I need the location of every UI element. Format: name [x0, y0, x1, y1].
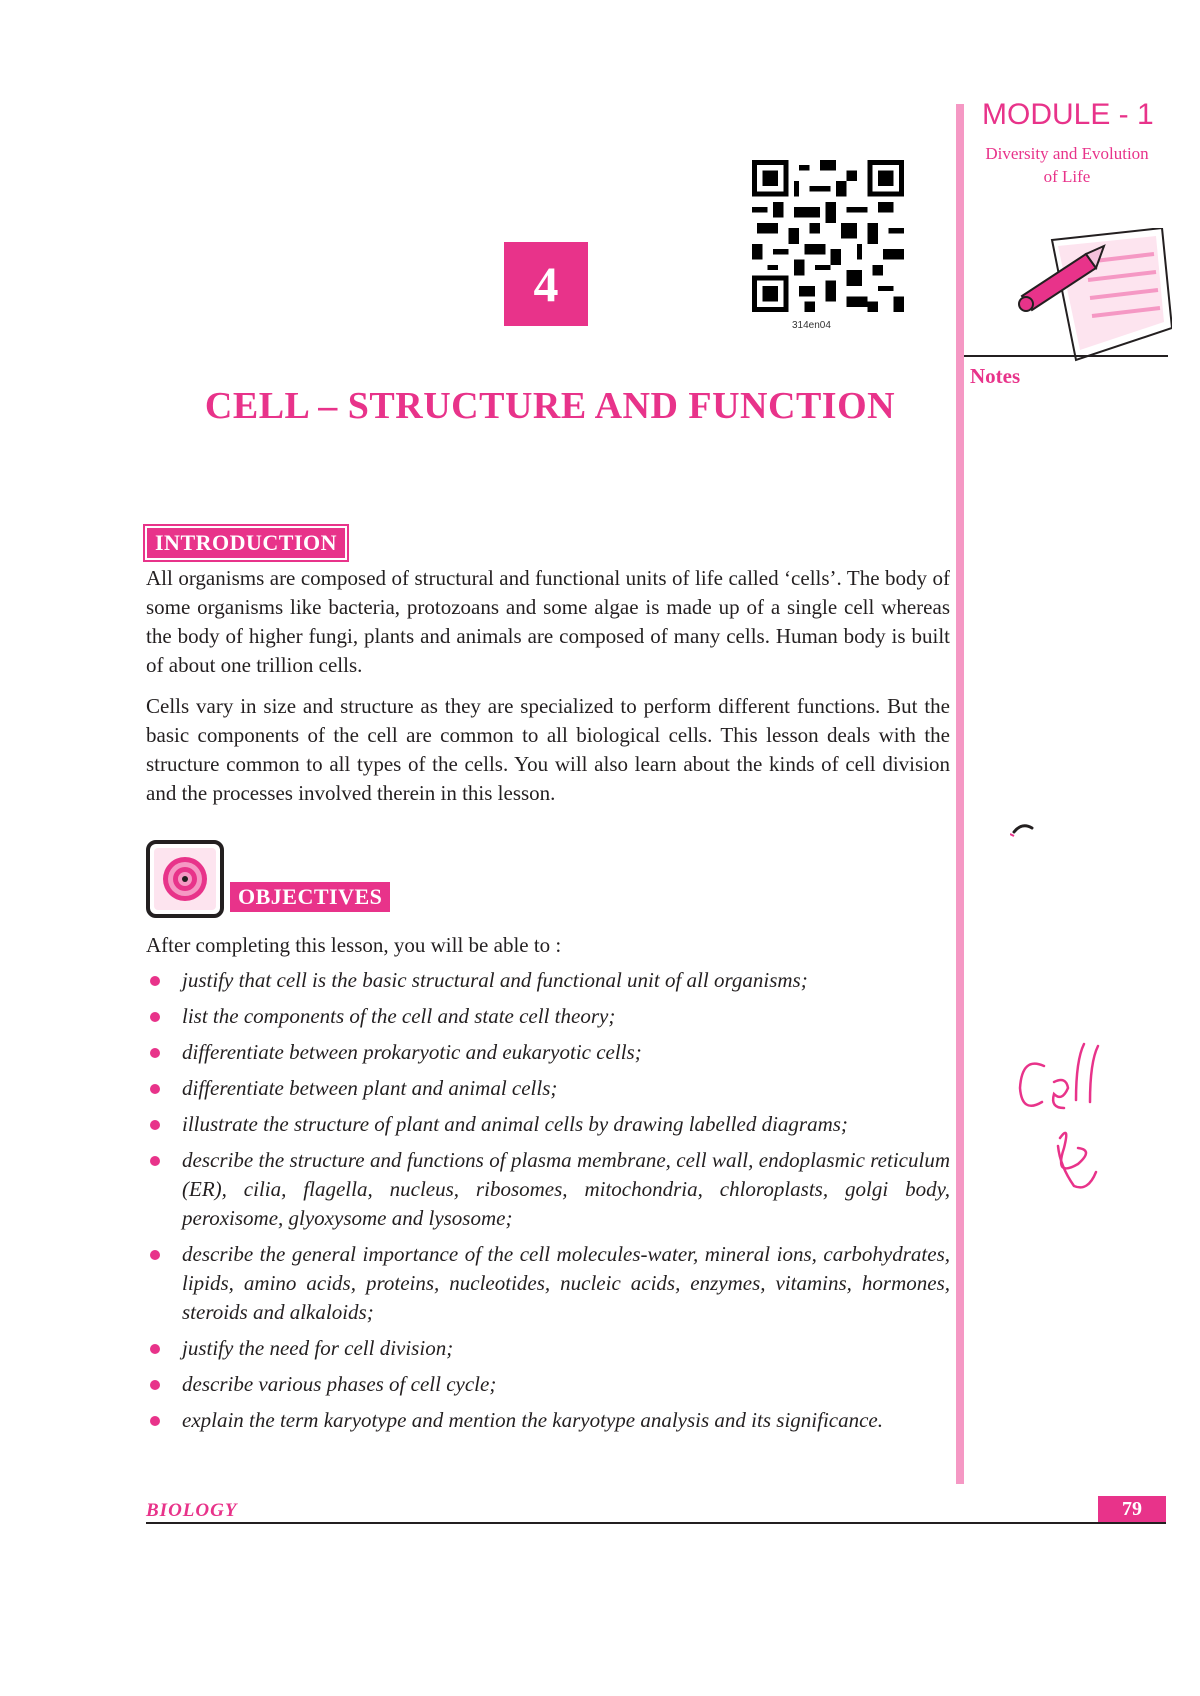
objectives-intro: After completing this lesson, you will be able to : [146, 933, 562, 957]
introduction-heading: INTRODUCTION [147, 528, 345, 558]
module-subtitle-line2: of Life [1043, 167, 1091, 186]
intro-paragraph-1: All organisms are composed of structural and functional units of life called ‘cells’. The body of some organisms like bacteria, protozoans and some algae is made up of a single cell whereas the body of higher fungi, plants and animals are composed of many cells. Human body is built of about one trillion cells. [146, 566, 950, 677]
list-item: illustrate the structure of plant and animal cells by drawing labelled diagrams; [146, 1110, 950, 1139]
intro-paragraph-2: Cells vary in size and structure as they are specialized to perform different functions. But the basic components of the cell are common to all biological cells. This lesson deals with the structure common to all types of the cells. You will also learn about the kinds of cell division and the processes involved therein in this lesson. [146, 694, 950, 805]
list-item: list the components of the cell and state cell theory; [146, 1002, 950, 1031]
list-item: describe various phases of cell cycle; [146, 1370, 950, 1399]
handwritten-annotation [1010, 820, 1140, 1200]
footer-subject: BIOLOGY [146, 1500, 238, 1521]
list-item: explain the term karyotype and mention the karyotype analysis and its significance. [146, 1406, 950, 1435]
list-item: describe the structure and functions of plasma membrane, cell wall, endoplasmic reticulum (ER), cilia, flagella, nucleus, ribosomes, mitochondria, chloroplasts, golgi body, peroxisome, glyoxysome and lysosome; [146, 1146, 950, 1233]
qr-code-icon[interactable] [752, 160, 904, 312]
sidebar-rule [956, 104, 964, 1484]
module-subtitle-line1: Diversity and Evolution [985, 144, 1149, 163]
objectives-list [146, 966, 950, 1442]
module-label: MODULE - 1 [982, 98, 1154, 131]
list-item: differentiate between plant and animal cells; [146, 1074, 950, 1103]
chapter-number: 4 [504, 242, 588, 326]
notes-pencil-icon [1016, 228, 1172, 368]
list-item: describe the general importance of the cell molecules-water, mineral ions, carbohydrates, lipids, amino acids, proteins, nucleotides, nucleic acids, enzymes, vitamins, hormones, steroids and alkaloids; [146, 1240, 950, 1327]
list-item: justify the need for cell division; [146, 1334, 950, 1363]
notes-divider [964, 355, 1168, 357]
list-item: justify that cell is the basic structural and functional unit of all organisms; [146, 966, 950, 995]
chapter-title: CELL – STRUCTURE AND FUNCTION [204, 385, 896, 427]
target-icon [146, 840, 224, 918]
qr-code-id: 314en04 [792, 320, 831, 331]
module-subtitle [962, 142, 1172, 188]
list-item: differentiate between prokaryotic and eukaryotic cells; [146, 1038, 950, 1067]
objectives-heading: OBJECTIVES [230, 882, 390, 912]
footer-rule [146, 1522, 1166, 1524]
notes-label: Notes [970, 364, 1021, 388]
page-number: 79 [1098, 1496, 1166, 1522]
